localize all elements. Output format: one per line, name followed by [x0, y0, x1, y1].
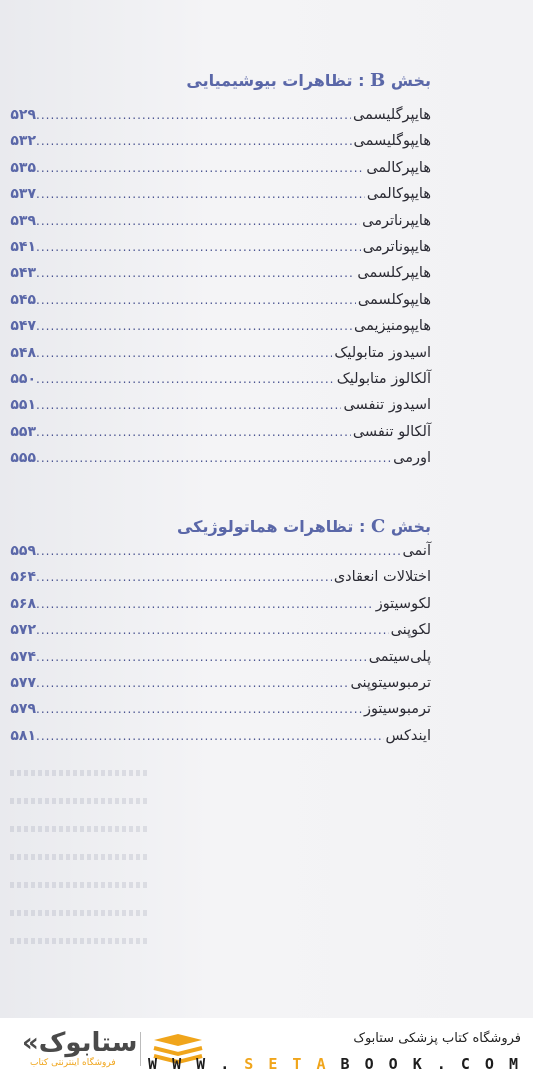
section-b-title: : تظاهرات بیوشیمیایی — [186, 71, 365, 90]
toc-entry-title: هایپرکلسمی — [357, 265, 431, 282]
toc-entry — [6, 318, 431, 338]
toc-entry — [6, 450, 431, 470]
section-c-title: : تظاهرات هماتولوژیکی — [176, 517, 366, 536]
store-name: فروشگاه کتاب پزشکی ستابوک — [353, 1031, 521, 1046]
dot-leader — [36, 425, 351, 439]
toc-entry — [6, 701, 431, 721]
dot-leader — [36, 161, 364, 175]
toc-entry-page: ۵۳۲ — [10, 133, 36, 150]
toc-entry-page: ۵۷۴ — [10, 648, 36, 665]
toc-entry-title: آلکالو تنفسی — [352, 423, 431, 440]
toc-entry — [6, 239, 431, 259]
toc-entry-title: ترمبوسیتوز — [363, 701, 431, 718]
dot-leader — [36, 293, 356, 307]
dot-leader — [36, 702, 362, 716]
dot-leader — [36, 597, 374, 611]
toc-entry-page: ۵۸۱ — [10, 727, 36, 744]
toc-entry-page: ۵۷۲ — [10, 622, 36, 639]
dot-leader — [36, 346, 332, 360]
toc-entry-title: پلی‌سیتمی — [368, 648, 431, 665]
dot-leader — [36, 108, 351, 122]
url-prefix: W W W . — [148, 1055, 233, 1073]
section-b-heading — [186, 70, 431, 91]
store-url[interactable] — [148, 1055, 521, 1073]
bleed-through-line — [10, 938, 150, 944]
toc-entry-title: لکوسیتوز — [375, 595, 431, 612]
toc-entry — [6, 424, 431, 444]
toc-entry — [6, 186, 431, 206]
toc-entry-page: ۵۶۸ — [10, 595, 36, 612]
toc-entry-title: هایپوناترمی — [362, 239, 431, 255]
dot-leader — [36, 134, 352, 148]
url-accent: S E T A — [244, 1055, 329, 1073]
dot-leader — [36, 187, 365, 201]
toc-entry — [6, 133, 431, 153]
toc-entry-title: ایندکس — [385, 727, 431, 744]
dot-leader — [36, 319, 352, 333]
section-c-prefix: بخش — [390, 517, 431, 536]
toc-entry-title: لکوپنی — [390, 622, 431, 639]
toc-entry-title: آنمی — [402, 543, 431, 559]
toc-entry-page: ۵۴۳ — [10, 265, 36, 282]
toc-entry-title: هایپومنیزیمی — [354, 318, 431, 335]
bleed-through-line — [10, 854, 150, 860]
toc-entry — [6, 371, 431, 391]
section-c-heading — [177, 516, 431, 537]
toc-entry-page: ۵۶۴ — [10, 569, 36, 586]
section-b-letter: B — [370, 70, 386, 91]
dot-leader — [36, 372, 335, 386]
toc-entry-title: هایپوکلسمی — [357, 291, 431, 308]
toc-entry-page: ۵۷۹ — [10, 701, 36, 718]
toc-entry — [6, 622, 431, 642]
toc-entry-title: هایپوکالمی — [366, 186, 431, 203]
toc-entry-title: اورمی — [393, 450, 431, 467]
watermark-footer — [0, 1018, 533, 1079]
logo-tagline: فروشگاه اینترنتی کتاب — [30, 1058, 116, 1068]
toc-entry-page: ۵۴۱ — [10, 239, 36, 255]
dot-leader — [36, 623, 389, 637]
section-c-letter: C — [370, 516, 386, 537]
dot-leader — [36, 544, 400, 558]
toc-entry-page: ۵۴۵ — [10, 291, 36, 308]
toc-entry — [6, 345, 431, 365]
toc-entry-title: اسیدوز متابولیک — [334, 344, 431, 361]
toc-entry-page: ۵۴۸ — [10, 344, 36, 361]
toc-entry-page: ۵۵۰ — [10, 371, 36, 387]
toc-entry-page: ۵۲۹ — [10, 107, 36, 123]
bleed-through-line — [10, 910, 150, 916]
toc-entry-title: هایپوگلیسمی — [353, 133, 431, 150]
dot-leader — [36, 266, 355, 280]
dot-leader — [36, 570, 332, 584]
bleed-through-line — [10, 826, 150, 832]
toc-entry-page: ۵۷۷ — [10, 675, 36, 691]
dot-leader — [36, 729, 384, 743]
toc-entry-page: ۵۵۹ — [10, 543, 36, 559]
toc-entry — [6, 596, 431, 616]
toc-entry — [6, 265, 431, 285]
toc-entry-page: ۵۳۹ — [10, 212, 36, 229]
dot-leader — [36, 214, 360, 228]
toc-entry — [6, 160, 431, 180]
toc-entry-page: ۵۵۵ — [10, 450, 36, 467]
toc-entry — [6, 569, 431, 589]
toc-entry-title: اسیدوز تنفسی — [343, 397, 431, 414]
toc-entry — [6, 728, 431, 748]
toc-entry-title: آلکالوز متابولیک — [336, 371, 431, 387]
logo-wordmark: ستابوک» — [22, 1028, 138, 1058]
toc-entry-title: هایپرگلیسمی — [353, 107, 431, 123]
bleed-through-line — [10, 882, 150, 888]
toc-entry — [6, 543, 431, 563]
bleed-through-line — [10, 798, 150, 804]
toc-entry — [6, 397, 431, 417]
dot-leader — [36, 451, 391, 465]
dot-leader — [36, 676, 348, 690]
toc-entry-title: ترمبوسیتوپنی — [350, 675, 431, 691]
toc-entry-title: هایپرناترمی — [362, 212, 431, 229]
toc-entry-page: ۵۳۵ — [10, 159, 36, 176]
toc-entry-page: ۵۵۱ — [10, 397, 36, 414]
section-b-prefix: بخش — [390, 71, 431, 90]
toc-entry-page: ۵۴۷ — [10, 318, 36, 335]
toc-entry — [6, 107, 431, 127]
toc-entry — [6, 292, 431, 312]
toc-entry-page: ۵۵۳ — [10, 423, 36, 440]
toc-entry — [6, 649, 431, 669]
url-suffix: B O O K . C O M — [340, 1055, 521, 1073]
toc-entry-title: اختلالات انعقادی — [333, 569, 431, 586]
toc-entry — [6, 213, 431, 233]
bleed-through-line — [10, 770, 150, 776]
dot-leader — [36, 240, 361, 254]
toc-entry-page: ۵۳۷ — [10, 186, 36, 203]
toc-entry — [6, 675, 431, 695]
dot-leader — [36, 398, 341, 412]
toc-entry-title: هایپرکالمی — [366, 159, 431, 176]
dot-leader — [36, 650, 367, 664]
logo-divider — [140, 1032, 141, 1066]
